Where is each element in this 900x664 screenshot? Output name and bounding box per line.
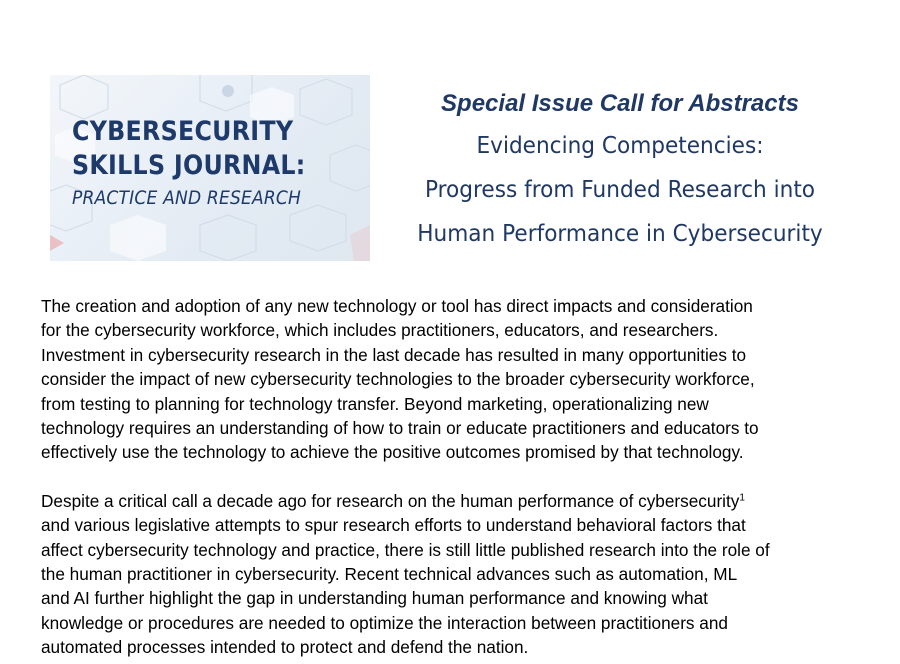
subtitle-line-2: Progress from Funded Research into: [424, 177, 816, 203]
paragraph-line: for the cybersecurity workforce, which includes practitioners, educators, and researchers.: [41, 320, 719, 341]
subtitle-line-3: Human Performance in Cybersecurity: [417, 221, 823, 247]
footnote-marker[interactable]: 1: [739, 492, 745, 504]
paragraph-line-with-footnote: [41, 489, 871, 513]
paragraph-1: [41, 294, 871, 465]
logo-subtitle: PRACTICE AND RESEARCH: [72, 187, 302, 209]
paragraph-line: affect cybersecurity technology and practice, there is still little published research into the role of: [41, 539, 770, 560]
paragraph-line: from testing to planning for technology transfer. Beyond marketing, operationalizing new: [41, 393, 709, 414]
paragraph-line: automated processes intended to protect and defend the nation.: [41, 637, 529, 658]
call-header: [380, 84, 860, 256]
paragraph-2: [41, 489, 871, 660]
logo-title-line-1: CYBERSECURITY: [72, 116, 294, 147]
paragraph-line: effectively use the technology to achieve the positive outcomes promised by that technology.: [41, 442, 744, 463]
paragraph-line: knowledge or procedures are needed to optimize the interaction between practitioners and: [41, 612, 728, 633]
call-title: Special Issue Call for Abstracts: [441, 90, 799, 117]
subtitle-line-1: Evidencing Competencies:: [476, 133, 764, 159]
journal-logo: [50, 75, 370, 261]
paragraph-line: The creation and adoption of any new technology or tool has direct impacts and consideration: [41, 296, 753, 316]
logo-title-line-2: SKILLS JOURNAL:: [72, 150, 306, 181]
paragraph-line: and various legislative attempts to spur research efforts to understand behavioral factors that: [41, 515, 746, 536]
paragraph-line: technology requires an understanding of how to train or educate practitioners and educators to: [41, 418, 759, 439]
paragraph-line: and AI further highlight the gap in understanding human performance and knowing what: [41, 588, 708, 609]
paragraph-line: Investment in cybersecurity research in the last decade has resulted in many opportunities to: [41, 344, 747, 365]
body-text: [41, 294, 871, 660]
paragraph-line: Despite a critical call a decade ago for research on the human performance of cybersecurity: [41, 490, 740, 511]
paragraph-line: consider the impact of new cybersecurity technologies to the broader cybersecurity workforce,: [41, 369, 755, 390]
paragraph-line: the human practitioner in cybersecurity. Recent technical advances such as automation, ML: [41, 564, 738, 585]
